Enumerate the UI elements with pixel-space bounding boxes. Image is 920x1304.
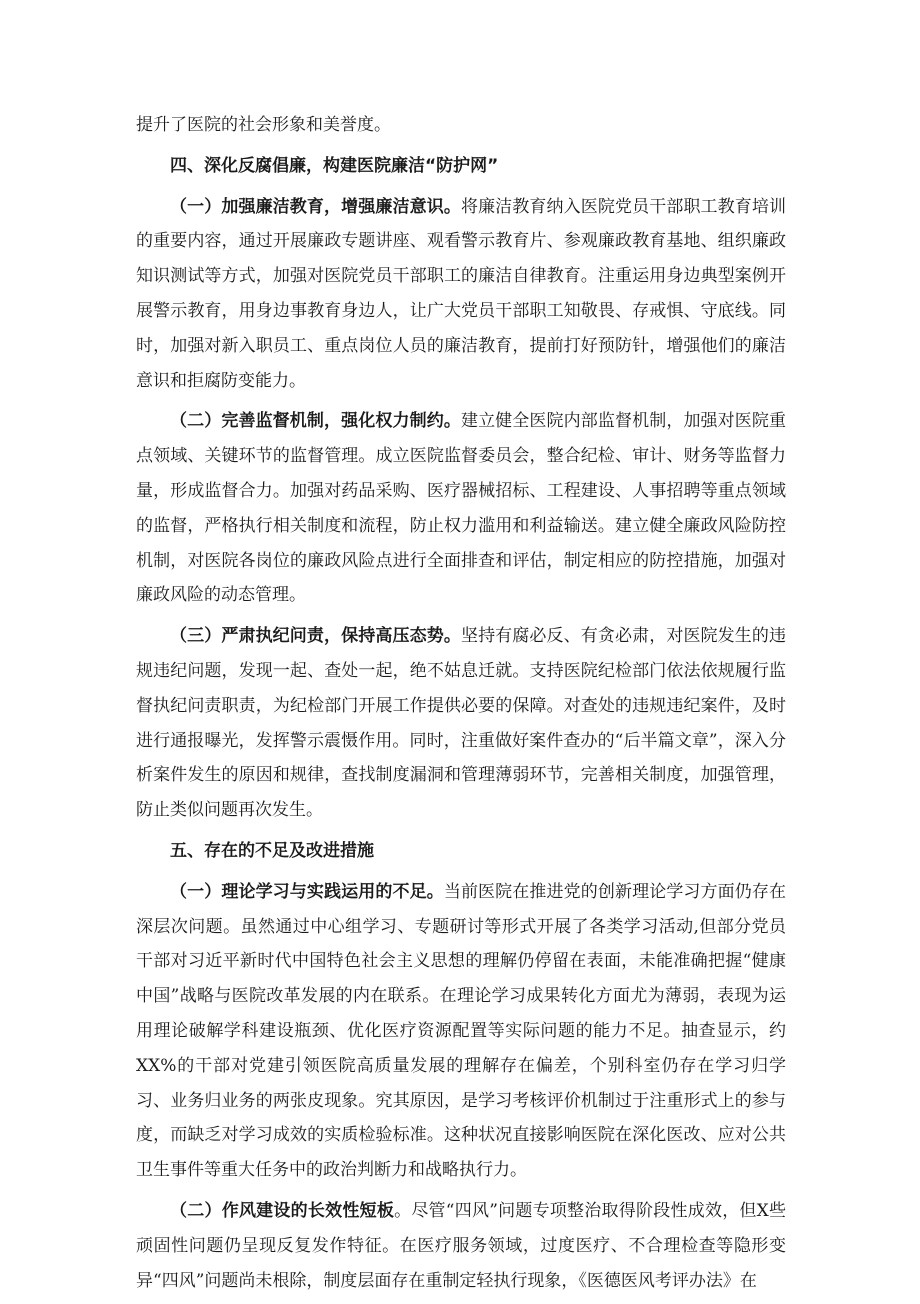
section-4-item-1 — [136, 190, 786, 399]
item-body: 当前医院在推进党的创新理论学习方面仍存在深层次问题。虽然通过中心组学习、专题研讨等形式开展了各类学习活动,但部分党员干部对习近平新时代中国特色社会主义思想的理解仍停留在表面，未能准确把握“健康中国”战略与医院改革发展的内在联系。在理论学习成果转化方面尤为薄弱，表现为运用理论破解学科建设瓶颈、优化医疗资源配置等实际问题的能力不足。抽查显示，约XX%的干部对党建引领医院高质量发展的理解存在偏差，个别科室仍存在学习归学习、业务归业务的两张皮现象。究其原因，是学习考核评价机制过于注重形式上的参与度，而缺乏对学习成效的实质检验标准。这种状况直接影响医院在深化医改、应对公共卫生事件等重大任务中的政治判断力和战略执行力。 — [136, 881, 786, 1181]
section-4-item-2 — [136, 404, 786, 613]
item-body: 坚持有腐必反、有贪必肃，对医院发生的违规违纪问题，发现一起、查处一起，绝不姑息迁就。支持医院纪检部门依法依规履行监督执纪问责职责，为纪检部门开展工作提供必要的保障。对查处的违规违纪案件，及时进行通报曝光，发挥警示震慑作用。同时，注重做好案件查办的“后半篇文章”，深入分析案件发生的原因和规律，查找制度漏洞和管理薄弱环节，完善相关制度，加强管理，防止类似问题再次发生。 — [136, 626, 787, 821]
item-lead: （一）理论学习与实践运用的不足。 — [170, 881, 444, 902]
item-body: 。尽管“四风”问题专项整治取得阶段性成效，但X些顽固性问题仍呈现反复发作特征。在医疗服务领域，过度医疗、不合理检查等隐形变异“四风”问题尚未根除，制度层面存在重制定轻执行现象，《医德医风考评办法》在 — [136, 1200, 787, 1291]
item-lead: （一）加强廉洁教育，增强廉洁意识。 — [170, 196, 461, 217]
item-lead: （二）完善监督机制，强化权力制约。 — [170, 411, 461, 432]
item-body: 建立健全医院内部监督机制，加强对医院重点领域、关键环节的监督管理。成立医院监督委员会，整合纪检、审计、财务等监督力量，形成监督合力。加强对药品采购、医疗器械招标、工程建设、人事招聘等重点领域的监督，严格执行相关制度和流程，防止权力滥用和利益输送。建立健全廉政风险防控机制，对医院各岗位的廉政风险点进行全面排查和评估，制定相应的防控措施，加强对廉政风险的动态管理。 — [136, 411, 787, 606]
section-5-heading: 五、存在的不足及改进措施 — [170, 840, 374, 861]
document-page — [136, 108, 786, 1304]
section-4-heading: 四、深化反腐倡廉，构建医院廉洁“防护网” — [170, 155, 499, 176]
item-lead: （三）严肃执纪问责，保持高压态势。 — [170, 626, 461, 647]
item-body: 将廉洁教育纳入医院党员干部职工教育培训的重要内容，通过开展廉政专题讲座、观看警示教育片、参观廉政教育基地、组织廉政知识测试等方式，加强对医院党员干部职工的廉洁自律教育。注重运用身边典型案例开展警示教育，用身边事教育身边人，让广大党员干部职工知敬畏、存戒惧、守底线。同时，加强对新入职员工、重点岗位人员的廉洁教育，提前打好预防针，增强他们的廉洁意识和拒腐防变能力。 — [136, 196, 787, 391]
item-lead: （二）作风建设的长效性短板 — [170, 1200, 395, 1221]
continuation-paragraph: 提升了医院的社会形象和美誉度。 — [136, 115, 391, 135]
section-5-item-1 — [136, 875, 786, 1188]
section-5-item-2 — [136, 1194, 786, 1298]
section-4-item-3 — [136, 619, 786, 828]
